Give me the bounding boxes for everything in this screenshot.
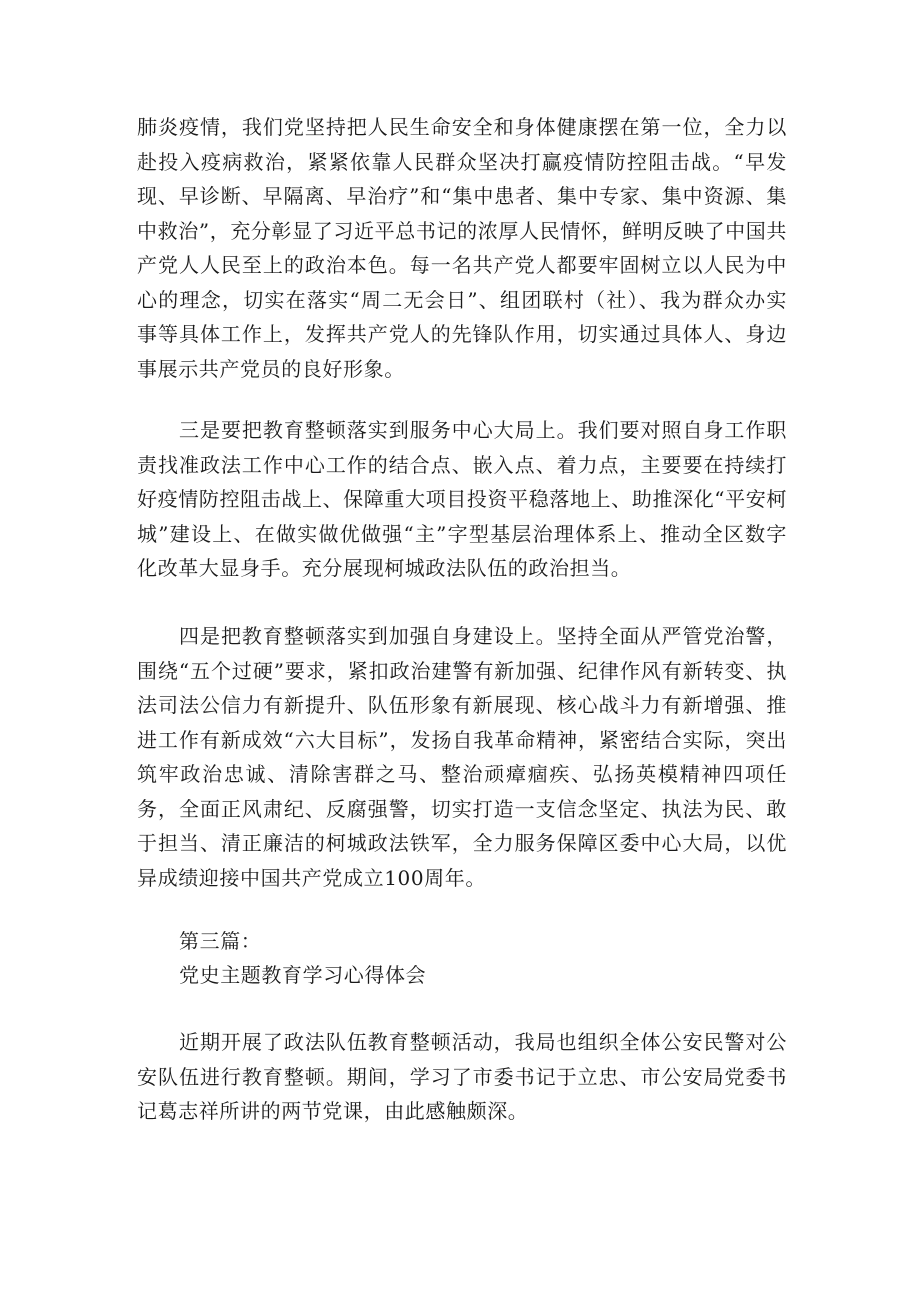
paragraph-people-first: 肺炎疫情，我们党坚持把人民生命安全和身体健康摆在第一位，全力以赴投入疫病救治，紧紧依靠人民群众坚决打赢疫情防控阻击战。“早发现、早诊断、早隔离、早治疗”和“集中患者、集中专家、集中资源、集中救治”，充分彰显了习近平总书记的浓厚人民情怀，鲜明反映了中国共产党人人民至上的政治本色。每一名共产党人都要牢固树立以人民为中心的理念，切实在落实“周二无会日”、组团联村（社）、我为群众办实事等具体工作上，发挥共产党人的先锋队作用，切实通过具体人、身边事展示共产党员的良好形象。 [137,115,787,381]
section-title: 党史主题教育学习心得体会 [179,963,427,987]
paragraph-recent-activity: 近期开展了政法队伍教育整顿活动，我局也组织全体公安民警对公安队伍进行教育整顿。期间，学习了市委书记于立忠、市公安局党委书记葛志祥所讲的两节党课，由此感触颇深。 [137,1030,787,1123]
paragraph-point-four: 四是把教育整顿落实到加强自身建设上。坚持全面从严管党治警，围绕“五个过硬”要求，紧扣政治建警有新加强、纪律作风有新转变、执法司法公信力有新提升、队伍形象有新展现、核心战斗力有新增强、推进工作有新成效“六大目标”，发扬自我革命精神，紧密结合实际，突出筑牢政治忠诚、清除害群之马、整治顽瘴痼疾、弘扬英模精神四项任务，全面正风肃纪、反腐强警，切实打造一支信念坚定、执法为民、敢于担当、清正廉洁的柯城政法铁军，全力服务保障区委中心大局，以优异成绩迎接中国共产党成立100周年。 [137,624,787,890]
section-label: 第三篇： [179,929,262,953]
paragraph-point-three: 三是要把教育整顿落实到服务中心大局上。我们要对照自身工作职责找准政法工作中心工作的结合点、嵌入点、着力点，主要要在持续打好疫情防控阻击战上、保障重大项目投资平稳落地上、助推深化“平安柯城”建设上、在做实做优做强“主”字型基层治理体系上、推动全区数字化改革大显身手。充分展现柯城政法队伍的政治担当。 [137,418,787,580]
